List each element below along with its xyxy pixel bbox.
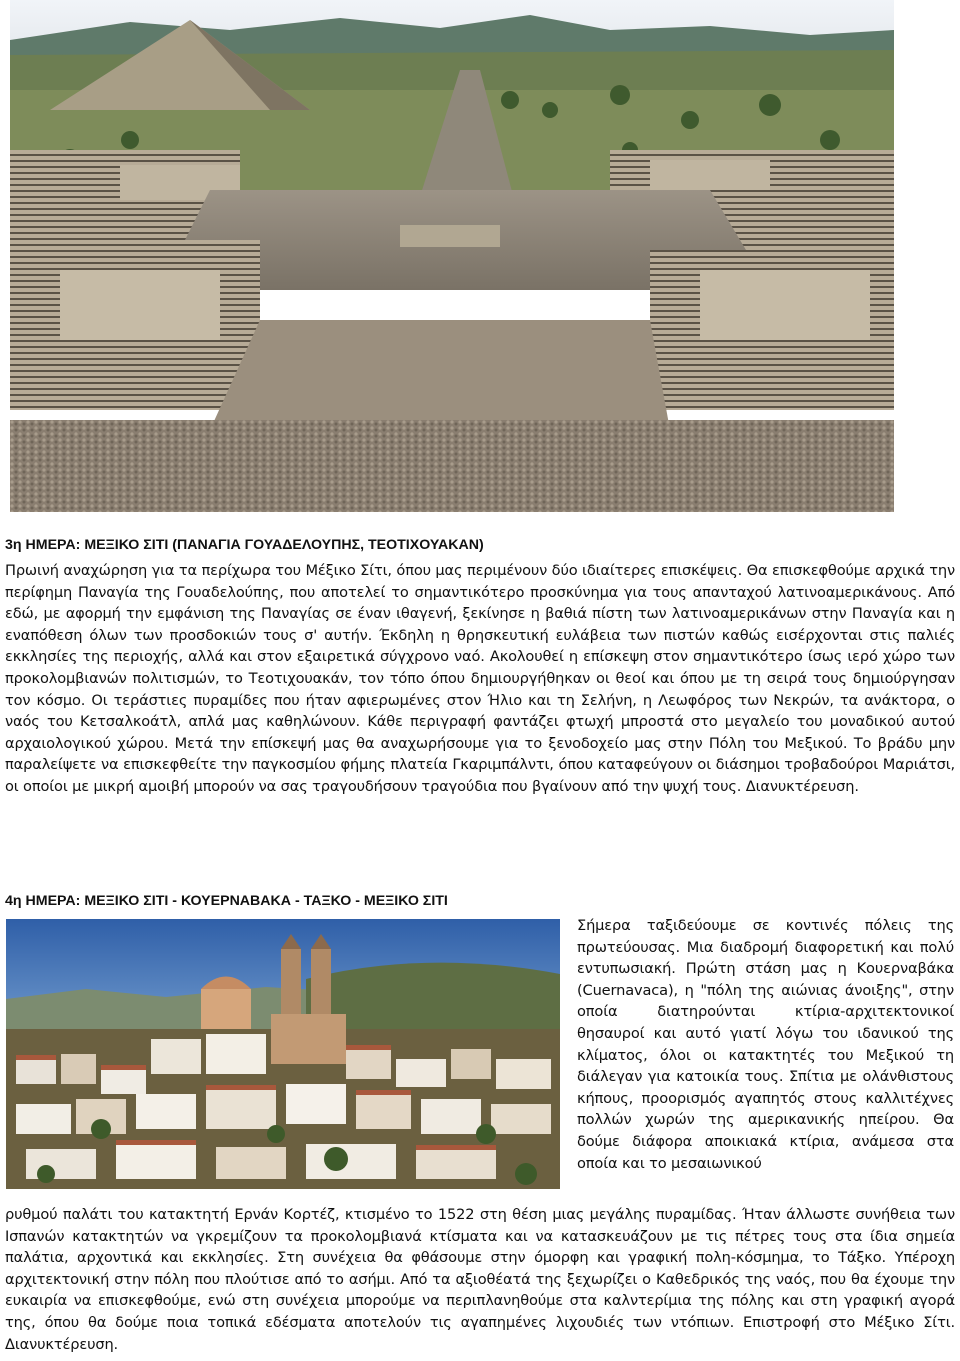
day4-title: 4η ΗΜΕΡΑ: ΜΕΞΙΚΟ ΣΙΤΙ - ΚΟΥΕΡΝΑΒΑΚΑ - ΤΑΞΚΟ - ΜΕΞΙΚΟ ΣΙΤΙ xyxy=(5,893,448,909)
taxco-photo xyxy=(6,919,560,1189)
day3-title: 3η ΗΜΕΡΑ: ΜΕΞΙΚΟ ΣΙΤΙ (ΠΑΝΑΓΙΑ ΓΟΥΑΔΕΛΟΥΠΗΣ, ΤΕΟΤΙΧΟΥΑΚΑΝ) xyxy=(5,537,484,553)
taxco-photo-art xyxy=(6,919,560,1189)
day4-description-side: Σήμερα ταξιδεύουμε σε κοντινές πόλεις της πρωτεύουσας. Μια διαδρομή διαφορετική και πολύ εντυπωσιακή. Πρώτη στάση μας η Κουερναβάκα (Cuernavaca), η "πόλη της αιώνιας άνοιξης", στην οποία διατηρούνται κτίρια-αρχιτεκτονικοί θησαυροί και αυτό γιατί λόγω του ιδανικού της κλίματος, όλοι οι κατακτητές του Μεξικού τη διάλεγαν για κατοικία τους. Σπίτια με ολάνθιστους κήπους, προορισμός αγαπητός στους καλλιτέχνες πολλών χωρών της αμερικανικής ηπείρου. Θα δούμε διάφορα αποικιακά κτίρια, ανάμεσα στα οποία και το μεσαιωνικού xyxy=(577,917,954,1172)
day4-description-continued: ρυθμού παλάτι του κατακτητή Ερνάν Κορτέζ, κτισμένο το 1522 στη θέση μιας μεγάλης πυραμίδας. Ήταν άλλωστε συνήθεια των Ισπανών κατακτητών να γκρεμίζουν τα προκολομβιανά κτίσματα και να κατασκευάζουν με τις πέτρες τους στα ίδια σημεία παλάτια, αρχοντικά και εκκλησίες. Στη συνέχεια θα φθάσουμε στην όμορφη και γραφική πολη-κόσμημα, το Τάξκο. Υπέροχη αρχιτεκτονική στην πόλη που πλούτισε από το ασήμι. Από τα αξιοθέατά της ξεχωρίζει ο Καθεδρικός της ναός, που θα έχουμε την ευκαιρία να επισκεφθούμε, ενώ στη συνέχεια μπορούμε να περιπλανηθούμε στα καλντερίμια της πόλης και στη γραφική αγορά της, όπου θα δούμε ποια τοπικά εδέσματα αποτελούν τις αγαπημένες λιχουδιές των ντόπιων. Επιστροφή στο Μέξικο Σίτι. Διανυκτέρευση. xyxy=(5,1206,955,1353)
teotihuacan-photo xyxy=(10,0,894,512)
day3-description: Πρωινή αναχώρηση για τα περίχωρα του Μέξικο Σίτι, όπου μας περιμένουν δύο ιδιαίτερες επισκέψεις. Θα επισκεφθούμε αρχικά την περίφημη Παναγία της Γουαδελούπης, που αποτελεί το σημαντικότερο προσκύνημα για τους απανταχού λατινοαμερικάνους. Από εδώ, με αφορμή την εμφάνιση της Παναγίας σε έναν ιθαγενή, ξεκίνησε η βαθιά πίστη των λατινοαμερικάνων στην Παναγία και η εναπόθεση όλων των προσδοκιών τους σ' αυτήν. Έκδηλη η θρησκευτική ευλάβεια των πιστών καθώς εισέρχονται στις παλιές εκκλησίες της περιοχής, αλλά και στον εξαιρετικά σύγχρονο ναό. Ακολουθεί η επίσκεψη στον σημαντικότερο ίσως ιερό χώρο των προκολομβιανών πολιτισμών, το Τεοτιχουακάν, τον τόπο όπου δημιουργήθηκαν οι θεοί και όπου με τη σειρά τους δημιούργησαν τον κόσμο. Οι τεράστιες πυραμίδες που ήταν αφιερωμένες στον Ήλιο και τη Σελήνη, η Λεωφόρος των Νεκρών, τα ανάκτορα, ο ναός του Κετσαλκοάτλ, απλά μας καθηλώνουν. Κάθε περιγραφή φαντάζει φτωχή μπροστά στο μεγαλείο του μοναδικού αυτού αρχαιολογικού χώρου. Μετά την επίσκεψή μας θα αναχωρήσουμε για το ξενοδοχείο μας στην Πόλη του Μεξικού. Το βράδυ μην παραλείψετε να επισκεφθείτε την παγκοσμίου φήμης πλατεία Γκαριμπάλντι, όπου καταφεύγουν οι διάσημοι τροβαδούροι Μαριάτσι, οι οποίοι με μικρή αμοιβή μπορούν να σας τραγουδήσουν τραγούδια που βγαίνουν από την ψυχή τους. Διανυκτέρευση. xyxy=(5,562,955,795)
teotihuacan-photo-art xyxy=(10,0,894,512)
